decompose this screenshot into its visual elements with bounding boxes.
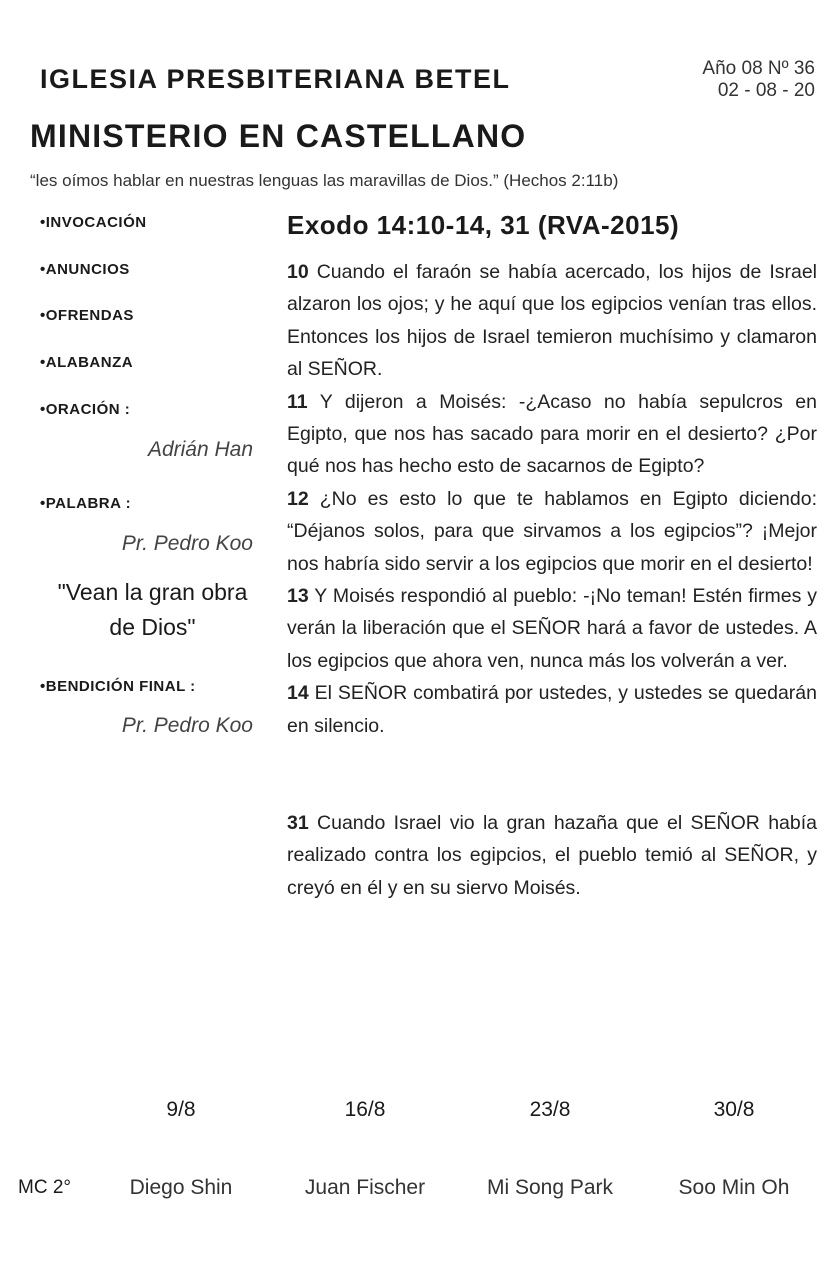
- schedule-name: Soo Min Oh: [678, 1176, 790, 1199]
- schedule-date: 16/8: [344, 1098, 386, 1121]
- verse: [287, 677, 817, 742]
- ministry-title: MINISTERIO EN CASTELLANO: [30, 118, 527, 154]
- palabra-preacher: Pr. Pedro Koo: [121, 532, 253, 555]
- order-ofrendas: •OFRENDAS: [40, 307, 134, 324]
- schedule-date: 9/8: [166, 1098, 196, 1121]
- order-palabra: •PALABRA :: [40, 495, 132, 512]
- order-bendicion: •BENDICIÓN FINAL :: [40, 678, 196, 695]
- sermon-title-line1: "Vean la gran obra: [57, 579, 248, 605]
- verse: [287, 386, 817, 483]
- schedule-name: Mi Song Park: [486, 1176, 614, 1199]
- order-alabanza: •ALABANZA: [40, 354, 134, 371]
- verse: [287, 807, 817, 904]
- schedule-date: 30/8: [713, 1098, 755, 1121]
- verse: [287, 256, 817, 386]
- verse-text: Y dijeron a Moisés: -¿Acaso no había sepulcros en Egipto, que nos has sacado para morir en el desierto? ¿Por qué nos has hecho esto de sacarnos de Egipto?: [287, 390, 817, 478]
- verse-text: El SEÑOR combatirá por ustedes, y ustedes se quedarán en silencio.: [287, 682, 817, 737]
- scripture-text: [287, 256, 817, 904]
- order-anuncios: •ANUNCIOS: [40, 261, 130, 278]
- church-name: IGLESIA PRESBITERIANA BETEL: [40, 64, 511, 94]
- order-invocacion: •INVOCACIÓN: [40, 214, 147, 231]
- sermon-title-line2: de Dios": [109, 614, 196, 640]
- sermon-title: [30, 575, 275, 645]
- verse-text: ¿No es esto lo que te hablamos en Egipto diciendo: “Déjanos solos, para que sirvamos a los egipcios”? ¡Mejor nos habría sido servir a los egipcios que morir en el desierto!: [287, 487, 817, 575]
- verse-text: Cuando el faraón se había acercado, los hijos de Israel alzaron los ojos; y he aquí que los egipcios venían tras ellos. Entonces los hijos de Israel temieron muchísimo y clamaron al SEÑOR.: [287, 261, 817, 381]
- verse: [287, 580, 817, 677]
- schedule-name: Juan Fischer: [304, 1176, 426, 1199]
- oracion-leader: Adrián Han: [147, 438, 253, 461]
- verse-number: 10: [287, 261, 309, 283]
- issue-info: [702, 58, 815, 102]
- issue-number: Año 08 Nº 36: [702, 58, 815, 79]
- verse-text: Y Moisés respondió al pueblo: -¡No teman! Estén firmes y verán la liberación que el SEÑOR hará a favor de ustedes. A los egipcios que ahora ven, nunca más los volverán a ver.: [287, 585, 817, 672]
- bendicion-pastor: Pr. Pedro Koo: [121, 714, 253, 737]
- passage-title: Exodo 14:10-14, 31 (RVA-2015): [287, 210, 680, 240]
- order-oracion: •ORACIÓN :: [40, 401, 131, 418]
- schedule-name: Diego Shin: [129, 1176, 233, 1199]
- verse-number: 12: [287, 487, 309, 510]
- verse-number: 13: [287, 585, 309, 608]
- verse-number: 11: [287, 390, 308, 413]
- issue-date: 02 - 08 - 20: [717, 80, 815, 101]
- verse-number: 31: [287, 811, 309, 834]
- motto-quote: “les oímos hablar en nuestras lenguas las maravillas de Dios.” (Hechos 2:11b): [30, 171, 619, 190]
- schedule-date: 23/8: [529, 1098, 571, 1121]
- verse-number: 14: [287, 682, 309, 705]
- verse-text: Cuando Israel vio la gran hazaña que el SEÑOR había realizado contra los egipcios, el pueblo temió al SEÑOR, y creyó en él y en su siervo Moisés.: [287, 811, 817, 899]
- mc-label: MC 2°: [18, 1177, 71, 1198]
- verse: [287, 483, 817, 580]
